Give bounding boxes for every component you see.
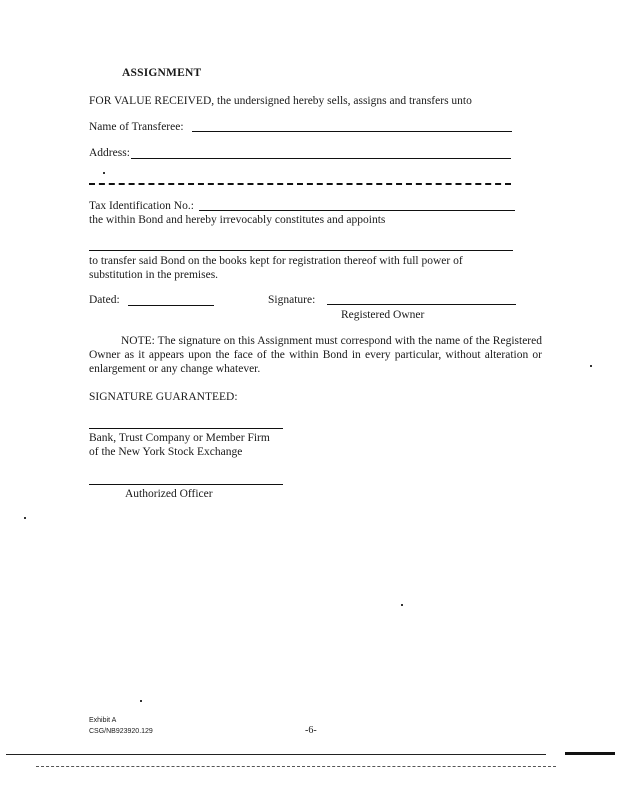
signature-guaranteed-label: SIGNATURE GUARANTEED:	[89, 391, 238, 403]
registered-owner-label: Registered Owner	[341, 309, 425, 321]
for-value-received-text: FOR VALUE RECEIVED, the undersigned hereby sells, assigns and transfers unto	[89, 95, 472, 107]
bank-line-2: of the New York Stock Exchange	[89, 446, 243, 458]
transfer-line-2: substitution in the premises.	[89, 269, 219, 281]
dated-label: Dated:	[89, 294, 120, 306]
scan-artifact-line	[36, 766, 556, 767]
signature-line	[327, 304, 516, 305]
address-line-2	[89, 183, 511, 185]
speck	[590, 365, 592, 367]
appointee-line	[89, 250, 513, 251]
officer-signature-line	[89, 484, 283, 485]
speck	[401, 604, 403, 606]
speck	[103, 172, 105, 174]
scan-edge-line	[6, 754, 546, 755]
transfer-line-1: to transfer said Bond on the books kept for registration thereof with full power of	[89, 255, 463, 267]
tax-id-line	[199, 210, 515, 211]
address-label: Address:	[89, 147, 130, 159]
address-line	[131, 158, 511, 159]
note-paragraph: NOTE: The signature on this Assignment must correspond with the name of the Registered Owner as it appears upon the face of the within Bond in every particular, without alteration or enlargement or any change whatever.	[89, 335, 542, 375]
tax-id-label: Tax Identification No.:	[89, 200, 194, 212]
transferee-label: Name of Transferee:	[89, 121, 184, 133]
scan-edge-mark	[565, 752, 615, 755]
assignment-title: ASSIGNMENT	[122, 67, 202, 79]
bank-signature-line	[89, 428, 283, 429]
speck	[24, 517, 26, 519]
authorized-officer-label: Authorized Officer	[125, 488, 213, 500]
page-number: -6-	[305, 725, 317, 736]
speck	[140, 700, 142, 702]
signature-label: Signature:	[268, 294, 316, 306]
bond-text: the within Bond and hereby irrevocably constitutes and appoints	[89, 214, 386, 226]
transferee-line	[192, 131, 512, 132]
bank-line-1: Bank, Trust Company or Member Firm	[89, 432, 270, 444]
dated-line	[128, 305, 214, 306]
footer-exhibit: Exhibit A	[89, 717, 117, 724]
footer-code: CSG/NB923920.129	[89, 728, 153, 735]
